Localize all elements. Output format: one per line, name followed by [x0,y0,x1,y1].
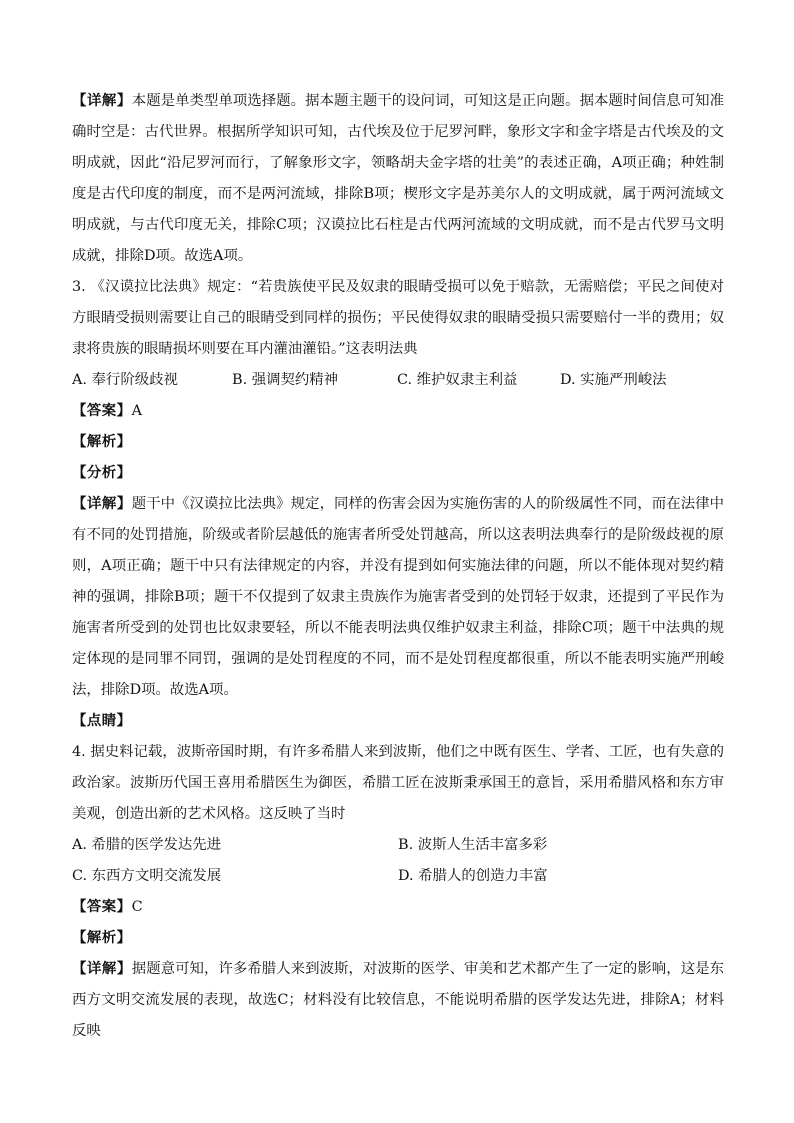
q4-answer [72,892,724,923]
q3-analysis-tag: 【解析】 [72,434,132,450]
q3-option-c: C. 维护奴隶主利益 [397,372,518,388]
q3-option-b: B. 强调契约精神 [232,372,339,388]
answer-tag: 【答案】 [72,403,132,419]
q2-detail-paragraph [72,86,724,272]
q3-options [72,365,724,396]
answer-value: A [131,403,142,419]
q4-detail-paragraph [72,954,724,1047]
detail-tag: 【详解】 [72,93,132,109]
q3-option-a: A. 奉行阶级歧视 [72,372,178,388]
q4-analysis-tag: 【解析】 [72,930,132,946]
q4-stem: 4. 据史料记载，波斯帝国时期，有许多希腊人来到波斯，他们之中既有医生、学者、工匠，也有失意的政治家。波斯历代国王喜用希腊医生为御医，希腊工匠在波斯秉承国王的意旨，采用希腊风格和东方审美观，创造出新的艺术风格。这反映了当时 [72,744,724,822]
q4-option-c: C. 东西方文明交流发展 [72,868,222,884]
q3-stem: 3. 《汉谟拉比法典》规定：“若贵族使平民及奴隶的眼睛受损可以免于赔款，无需赔偿；平民之间使对方眼睛受损则需要让自己的眼睛受到同样的损伤；平民使得奴隶的眼睛受损只需要赔付一半的费用；奴隶将贵族的眼睛损坏则要在耳内灌油灌铅。”这表明法典 [72,279,724,357]
answer-tag: 【答案】 [72,899,132,915]
detail-text: 本题是单类型单项选择题。据本题主题干的设问词，可知这是正向题。据本题时间信息可知准确时空是：古代世界。根据所学知识可知，古代埃及位于尼罗河畔，象形文字和金字塔是古代埃及的文明成就，因此“沿尼罗河而行，了解象形文字，领略胡夫金字塔的壮美”的表述正确，A项正确；种姓制度是古代印度的制度，而不是两河流域，排除B项；楔形文字是苏美尔人的文明成就，属于两河流域文明成就，与古代印度无关，排除C项；汉谟拉比石柱是古代两河流域的文明成就，而不是古代罗马文明成就，排除D项。故选A项。 [72,93,724,264]
q3-detail-paragraph [72,489,724,706]
q3-answer [72,396,724,427]
detail-tag: 【详解】 [72,961,132,977]
q3-fenxi-tag: 【分析】 [72,465,132,481]
answer-value: C [131,899,143,915]
detail-tag: 【详解】 [72,496,132,512]
q3-dianjing-tag: 【点睛】 [72,713,132,729]
q4-options-row1 [72,830,724,861]
q4-option-a: A. 希腊的医学发达先进 [72,837,222,853]
document-page [72,86,724,1047]
q4-options-row2 [72,861,724,892]
detail-text: 据题意可知，许多希腊人来到波斯，对波斯的医学、审美和艺术都产生了一定的影响，这是东西方文明交流发展的表现，故选C；材料没有比较信息，不能说明希腊的医学发达先进，排除A；材料反映 [72,961,724,1039]
q3-option-d: D. 实施严刑峻法 [560,372,667,388]
q4-option-b: B. 波斯人生活丰富多彩 [398,837,548,853]
detail-text: 题干中《汉谟拉比法典》规定，同样的伤害会因为实施伤害的人的阶级属性不同，而在法律中有不同的处罚措施，阶级或者阶层越低的施害者所受处罚越高，所以这表明法典奉行的是阶级歧视的原则，A项正确；题干中只有法律规定的内容，并没有提到如何实施法律的问题，所以不能体现对契约精神的强调，排除B项；题干不仅提到了奴隶主贵族作为施害者受到的处罚轻于奴隶，还提到了平民作为施害者所受到的处罚也比奴隶要轻，所以不能表明法典仅维护奴隶主利益，排除C项；题干中法典的规定体现的是同罪不同罚，强调的是处罚程度的不同，而不是处罚程度都很重，所以不能表明实施严刑峻法，排除D项。故选A项。 [72,496,724,698]
q4-option-d: D. 希腊人的创造力丰富 [398,868,548,884]
